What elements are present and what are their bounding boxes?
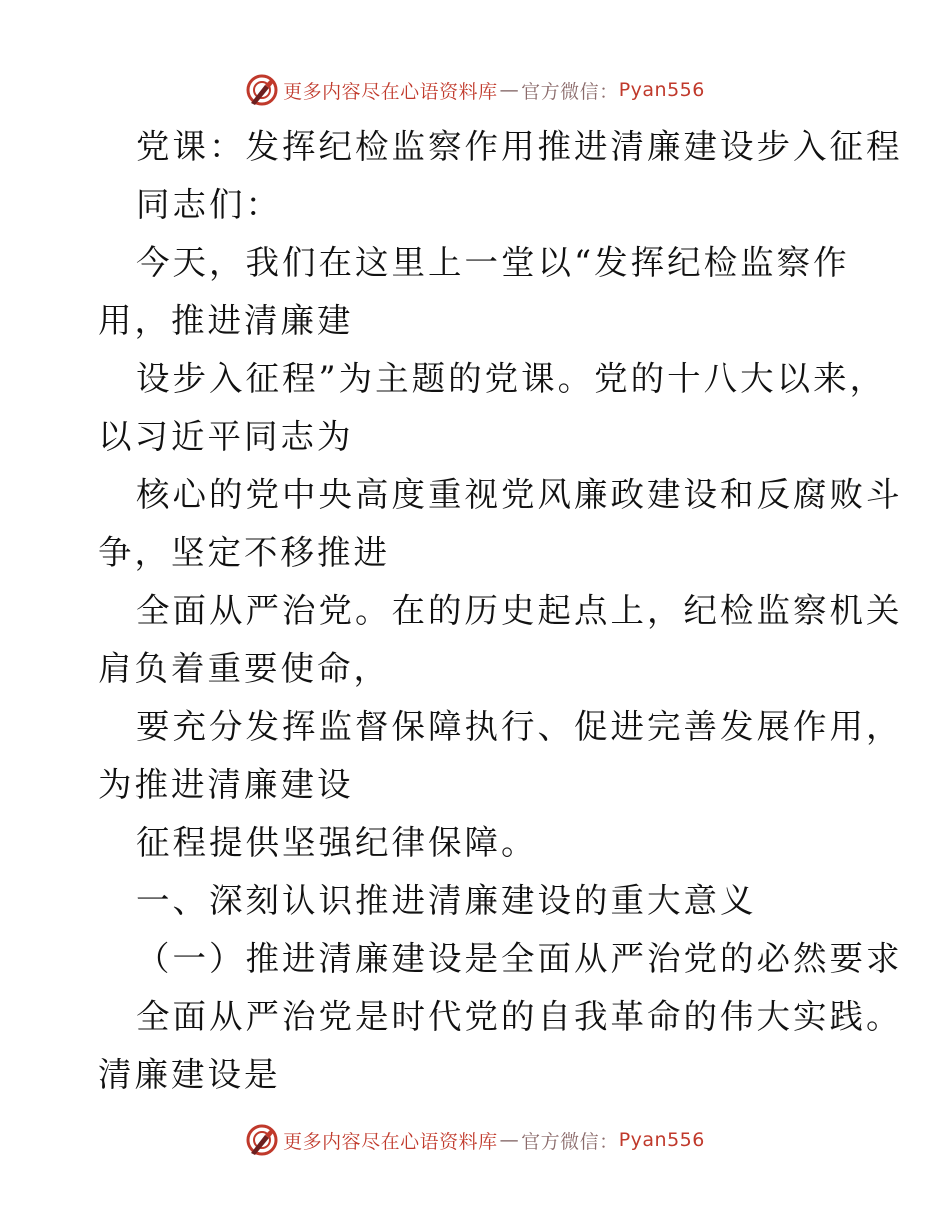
header-banner [0,70,950,110]
banner-text: 更多内容尽在心语资料库 [283,80,498,103]
paragraph-line: 设步入征程”为主题的党课。党的十八大以来， [136,359,887,398]
pen-logo-icon [245,1123,279,1157]
pen-logo-icon [245,73,279,107]
banner-separator: — [499,1129,520,1151]
wechat-id: Pyan556 [618,1129,705,1151]
paragraph-line: 用，推进清廉建 [98,301,354,340]
paragraph-line: 今天，我们在这里上一堂以“发挥纪检监察作 [136,243,850,282]
banner-text: 更多内容尽在心语资料库 [283,1130,498,1153]
paragraph-line: 征程提供坚强纪律保障。 [136,823,538,862]
paragraph-line: 全面从严治党是时代党的自我革命的伟大实践。 [136,997,903,1036]
wechat-id: Pyan556 [618,79,705,101]
paragraph-line: 以习近平同志为 [98,417,354,456]
section-heading: 一、深刻认识推进清廉建设的重大意义 [136,881,757,920]
document-title: 党课：发挥纪检监察作用推进清廉建设步入征程 [136,127,903,166]
paragraph-line: 争，坚定不移推进 [98,533,390,572]
paragraph-line: 核心的党中央高度重视党风廉政建设和反腐败斗 [136,475,903,514]
paragraph-line: 全面从严治党。在的历史起点上，纪检监察机关 [136,591,903,630]
paragraph-line: 清廉建设是 [98,1055,281,1094]
footer-banner [0,1120,950,1160]
paragraph-line: 为推进清廉建设 [98,765,354,804]
paragraph-line: 要充分发挥监督保障执行、促进完善发展作用， [136,707,903,746]
document-body [98,118,903,1104]
salutation: 同志们： [136,185,282,224]
wechat-label: 官方微信： [521,80,619,103]
banner-separator: — [499,79,520,101]
wechat-label: 官方微信： [521,1130,619,1153]
paragraph-line: 肩负着重要使命， [98,649,390,688]
subsection-heading: （一）推进清廉建设是全面从严治党的必然要求 [136,939,903,978]
